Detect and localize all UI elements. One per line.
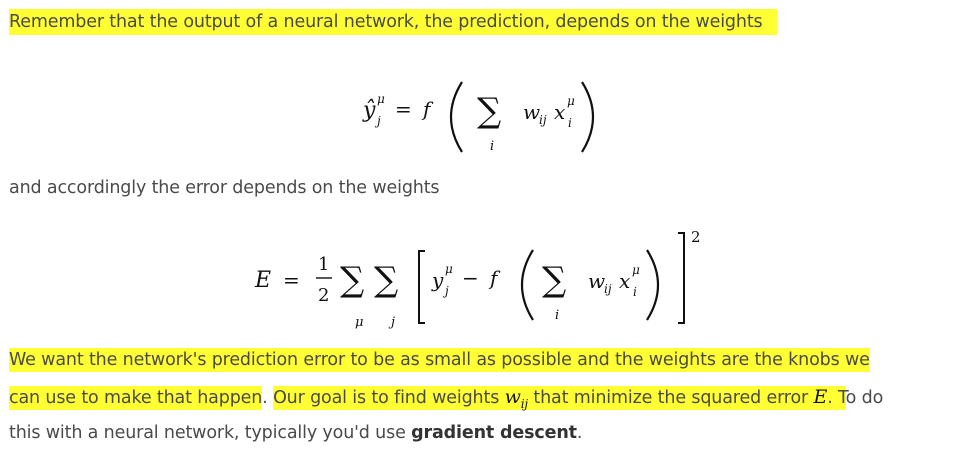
intro-highlight: Remember that the output of a neural network, the prediction, depends on the weights: [9, 9, 777, 35]
sigma-j: ∑: [374, 260, 399, 300]
x-symbol: x: [619, 269, 631, 293]
goal-highlight-3: Our goal is to find weights $w_{ij}$ that minimize the squared error E. T: [273, 386, 846, 411]
j-sub: j: [377, 114, 381, 128]
mu-sup: μ: [377, 92, 385, 106]
f-symbol: f: [423, 97, 431, 121]
equals-sign: =: [395, 97, 412, 121]
mu-index: μ: [355, 315, 364, 330]
mu-sup-y: μ: [445, 262, 453, 276]
E-symbol: E: [255, 268, 272, 293]
gradient-descent-term: gradient descent: [411, 423, 577, 443]
mu-sup-x: μ: [567, 94, 575, 108]
prediction-equation: [340, 78, 640, 158]
fraction-denominator: 2: [318, 285, 330, 306]
goal-paragraph-line1: [9, 350, 870, 370]
mu-sup-x: μ: [632, 263, 640, 277]
fraction-numerator: 1: [318, 254, 330, 275]
sentence-break: .: [262, 388, 274, 408]
sigma-i: ∑: [542, 260, 567, 300]
x-symbol: x: [554, 100, 566, 124]
i-index: i: [555, 308, 560, 323]
w-symbol: w: [523, 100, 541, 124]
j-index: j: [391, 315, 396, 330]
y-symbol: y: [432, 268, 444, 292]
goal-paragraph-line3: this with a neural network, typically you'd use gradient descent.: [9, 423, 583, 443]
power-two: 2: [691, 228, 701, 246]
minus-sign: −: [462, 266, 479, 290]
left-paren: [522, 250, 533, 320]
E-inline-symbol: E: [813, 386, 828, 408]
goal-paragraph-line2: can use to make that happen. Our goal is to find weights $w_{ij}$ that minimize the squared error E. To do: [9, 386, 884, 411]
right-paren: [647, 250, 658, 320]
ij-sub: ij: [539, 113, 547, 127]
f-symbol: f: [490, 266, 498, 290]
intro-paragraph: [9, 12, 777, 32]
j-sub-y: j: [445, 284, 449, 298]
goal-highlight-1: We want the network's prediction error to be as small as possible and the weights are the knobs we: [9, 350, 870, 370]
left-bracket: [419, 251, 425, 323]
i-index: i: [490, 139, 495, 154]
y-hat: ŷ: [363, 98, 376, 123]
i-sub-x: i: [568, 116, 572, 130]
error-intro-paragraph: and accordingly the error depends on the weights: [9, 178, 440, 198]
ij-sub: ij: [604, 282, 612, 296]
left-paren: [451, 82, 462, 152]
error-equation: [250, 225, 750, 335]
w-symbol: w: [588, 269, 606, 293]
i-sub-x: i: [633, 285, 637, 299]
right-paren: [582, 82, 593, 152]
w-ij-symbol: $w_{ij}$: [504, 386, 528, 411]
sigma-mu: ∑: [340, 260, 365, 300]
equals-sign: =: [283, 268, 300, 292]
goal-highlight-2: can use to make that happen: [9, 388, 263, 408]
sigma-symbol: ∑: [477, 91, 502, 131]
right-bracket: [678, 233, 684, 323]
